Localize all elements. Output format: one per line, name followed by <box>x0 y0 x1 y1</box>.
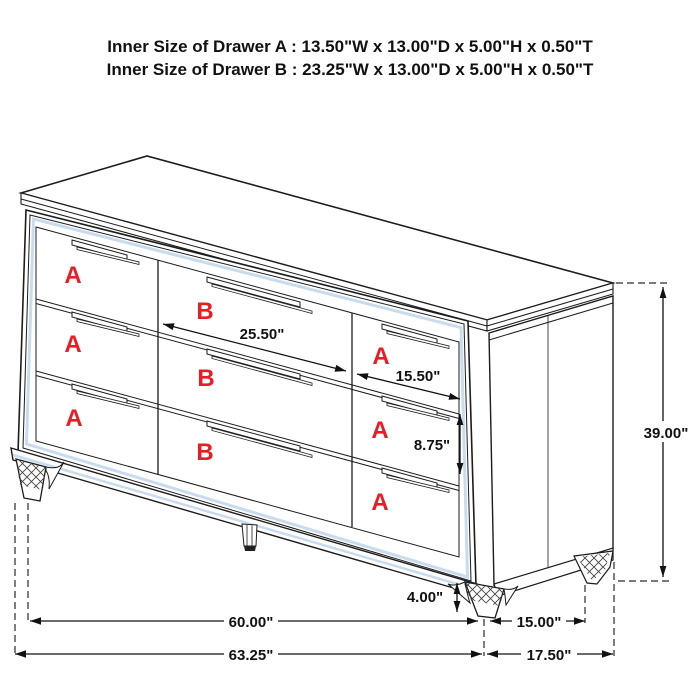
drawer-a1-label: A <box>64 262 82 289</box>
drawer-a3-label: A <box>65 405 83 432</box>
dim-drawer-height: 8.75" <box>413 437 451 454</box>
dim-overall-depth: 17.50" <box>526 647 572 664</box>
drawer-a5-label: A <box>371 417 389 444</box>
title-line-b: Inner Size of Drawer B : 23.25"W x 13.00"D x 5.00"H x 0.50"T <box>106 60 594 79</box>
spec-title <box>107 37 594 79</box>
side-panel <box>489 296 613 596</box>
back-right-leg <box>574 551 613 584</box>
drawer-b2-label: B <box>197 365 215 392</box>
dim-side-depth: 15.00" <box>516 614 562 631</box>
dim-overall-width: 63.25" <box>228 647 274 664</box>
drawer-a4-label: A <box>372 343 390 370</box>
dresser-illustration <box>11 156 613 618</box>
dim-drawer-b-width: 25.50" <box>239 326 285 343</box>
dim-case-width: 60.00" <box>228 614 274 631</box>
drawer-b3-label: B <box>196 439 214 466</box>
drawer-a6-label: A <box>371 489 389 516</box>
drawer-a2-label: A <box>64 331 82 358</box>
drawer-b1-label: B <box>196 298 214 325</box>
dim-leg-height: 4.00" <box>406 589 444 606</box>
dim-overall-height: 39.00" <box>643 425 689 442</box>
dim-drawer-a-width: 15.50" <box>395 368 441 385</box>
center-back-leg <box>242 524 257 551</box>
title-line-a: Inner Size of Drawer A : 13.50"W x 13.00"D x 5.00"H x 0.50"T <box>107 37 593 56</box>
